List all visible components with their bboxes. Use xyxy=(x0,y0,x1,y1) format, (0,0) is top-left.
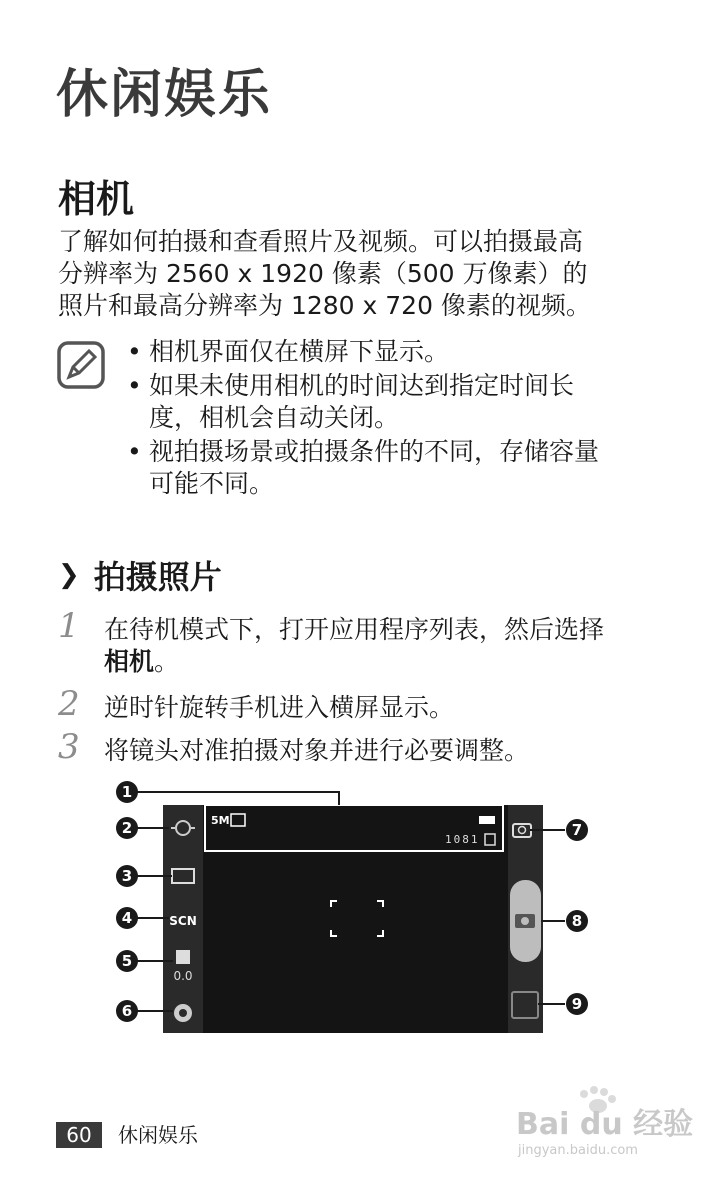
note-line: 可能不同。 xyxy=(149,469,275,498)
section-title: 相机 xyxy=(58,177,135,221)
baidu-watermark-logo xyxy=(514,1082,694,1162)
callout-2-label: 2 xyxy=(121,819,133,837)
step-number: 3 xyxy=(58,727,80,767)
note-bullet xyxy=(125,370,685,434)
note-bullet xyxy=(125,436,685,500)
exposure-value: 0.0 xyxy=(173,969,193,983)
callout-5-label: 5 xyxy=(121,952,133,970)
intro-line: 照片和最高分辨率为 1280 x 720 像素的视频。 xyxy=(58,291,591,320)
chevron-right-icon: ❯ xyxy=(58,560,80,590)
battery-icon xyxy=(479,816,495,824)
note-line: • 视拍摄场景或拍摄条件的不同，存储容量 xyxy=(149,437,600,466)
camera-screen xyxy=(163,805,543,1033)
step-number: 2 xyxy=(58,684,80,724)
callout-9-label: 9 xyxy=(571,995,583,1013)
step-2 xyxy=(58,684,678,724)
note-line: 度，相机会自动关闭。 xyxy=(149,403,400,432)
camera-screen-figure xyxy=(105,780,600,1040)
step-text-suffix: 。 xyxy=(154,647,180,676)
step-text: 在待机模式下，打开应用程序列表，然后选择 xyxy=(104,615,605,644)
watermark-url: jingyan.baidu.com xyxy=(518,1143,638,1158)
shutter-camera-icon xyxy=(515,914,535,928)
callout-4-label: 4 xyxy=(121,909,133,927)
step-text: 将镜头对准拍摄对象并进行必要调整。 xyxy=(104,736,530,765)
subsection-heading xyxy=(58,552,222,598)
step-1 xyxy=(58,606,678,678)
step-bold-text: 相机 xyxy=(104,647,155,676)
callout-8-label: 8 xyxy=(571,912,583,930)
callout-3-label: 3 xyxy=(121,867,133,885)
resolution-badge: 5M xyxy=(211,814,230,827)
note-line: • 相机界面仅在横屏下显示。 xyxy=(149,337,450,366)
callout-6-label: 6 xyxy=(121,1002,133,1020)
subsection-title: 拍摄照片 xyxy=(93,558,222,596)
scene-mode-label[interactable]: SCN xyxy=(169,914,197,928)
chapter-title: 休闲娱乐 xyxy=(56,65,273,125)
note-list xyxy=(125,336,685,502)
note-line: • 如果未使用相机的时间达到指定时间长 xyxy=(149,371,575,400)
callout-1-label: 1 xyxy=(121,783,133,801)
step-3 xyxy=(58,727,678,767)
footer-chapter-title: 休闲娱乐 xyxy=(118,1123,198,1147)
note-bullet xyxy=(125,336,685,368)
step-number: 1 xyxy=(58,606,80,646)
intro-paragraph xyxy=(58,226,678,322)
page-number: 60 xyxy=(56,1122,102,1148)
intro-line: 了解如何拍摄和查看照片及视频。可以拍摄最高 xyxy=(58,227,584,256)
shots-remaining: 1081 xyxy=(445,833,480,846)
note-pencil-icon xyxy=(56,340,106,390)
step-text: 逆时针旋转手机进入横屏显示。 xyxy=(104,693,455,722)
watermark-brand: Bai du 经验 xyxy=(516,1107,694,1142)
callout-7-label: 7 xyxy=(571,821,583,839)
intro-line: 分辨率为 2560 x 1920 像素（500 万像素）的 xyxy=(58,259,588,288)
settings-gear-icon[interactable] xyxy=(174,1004,192,1022)
